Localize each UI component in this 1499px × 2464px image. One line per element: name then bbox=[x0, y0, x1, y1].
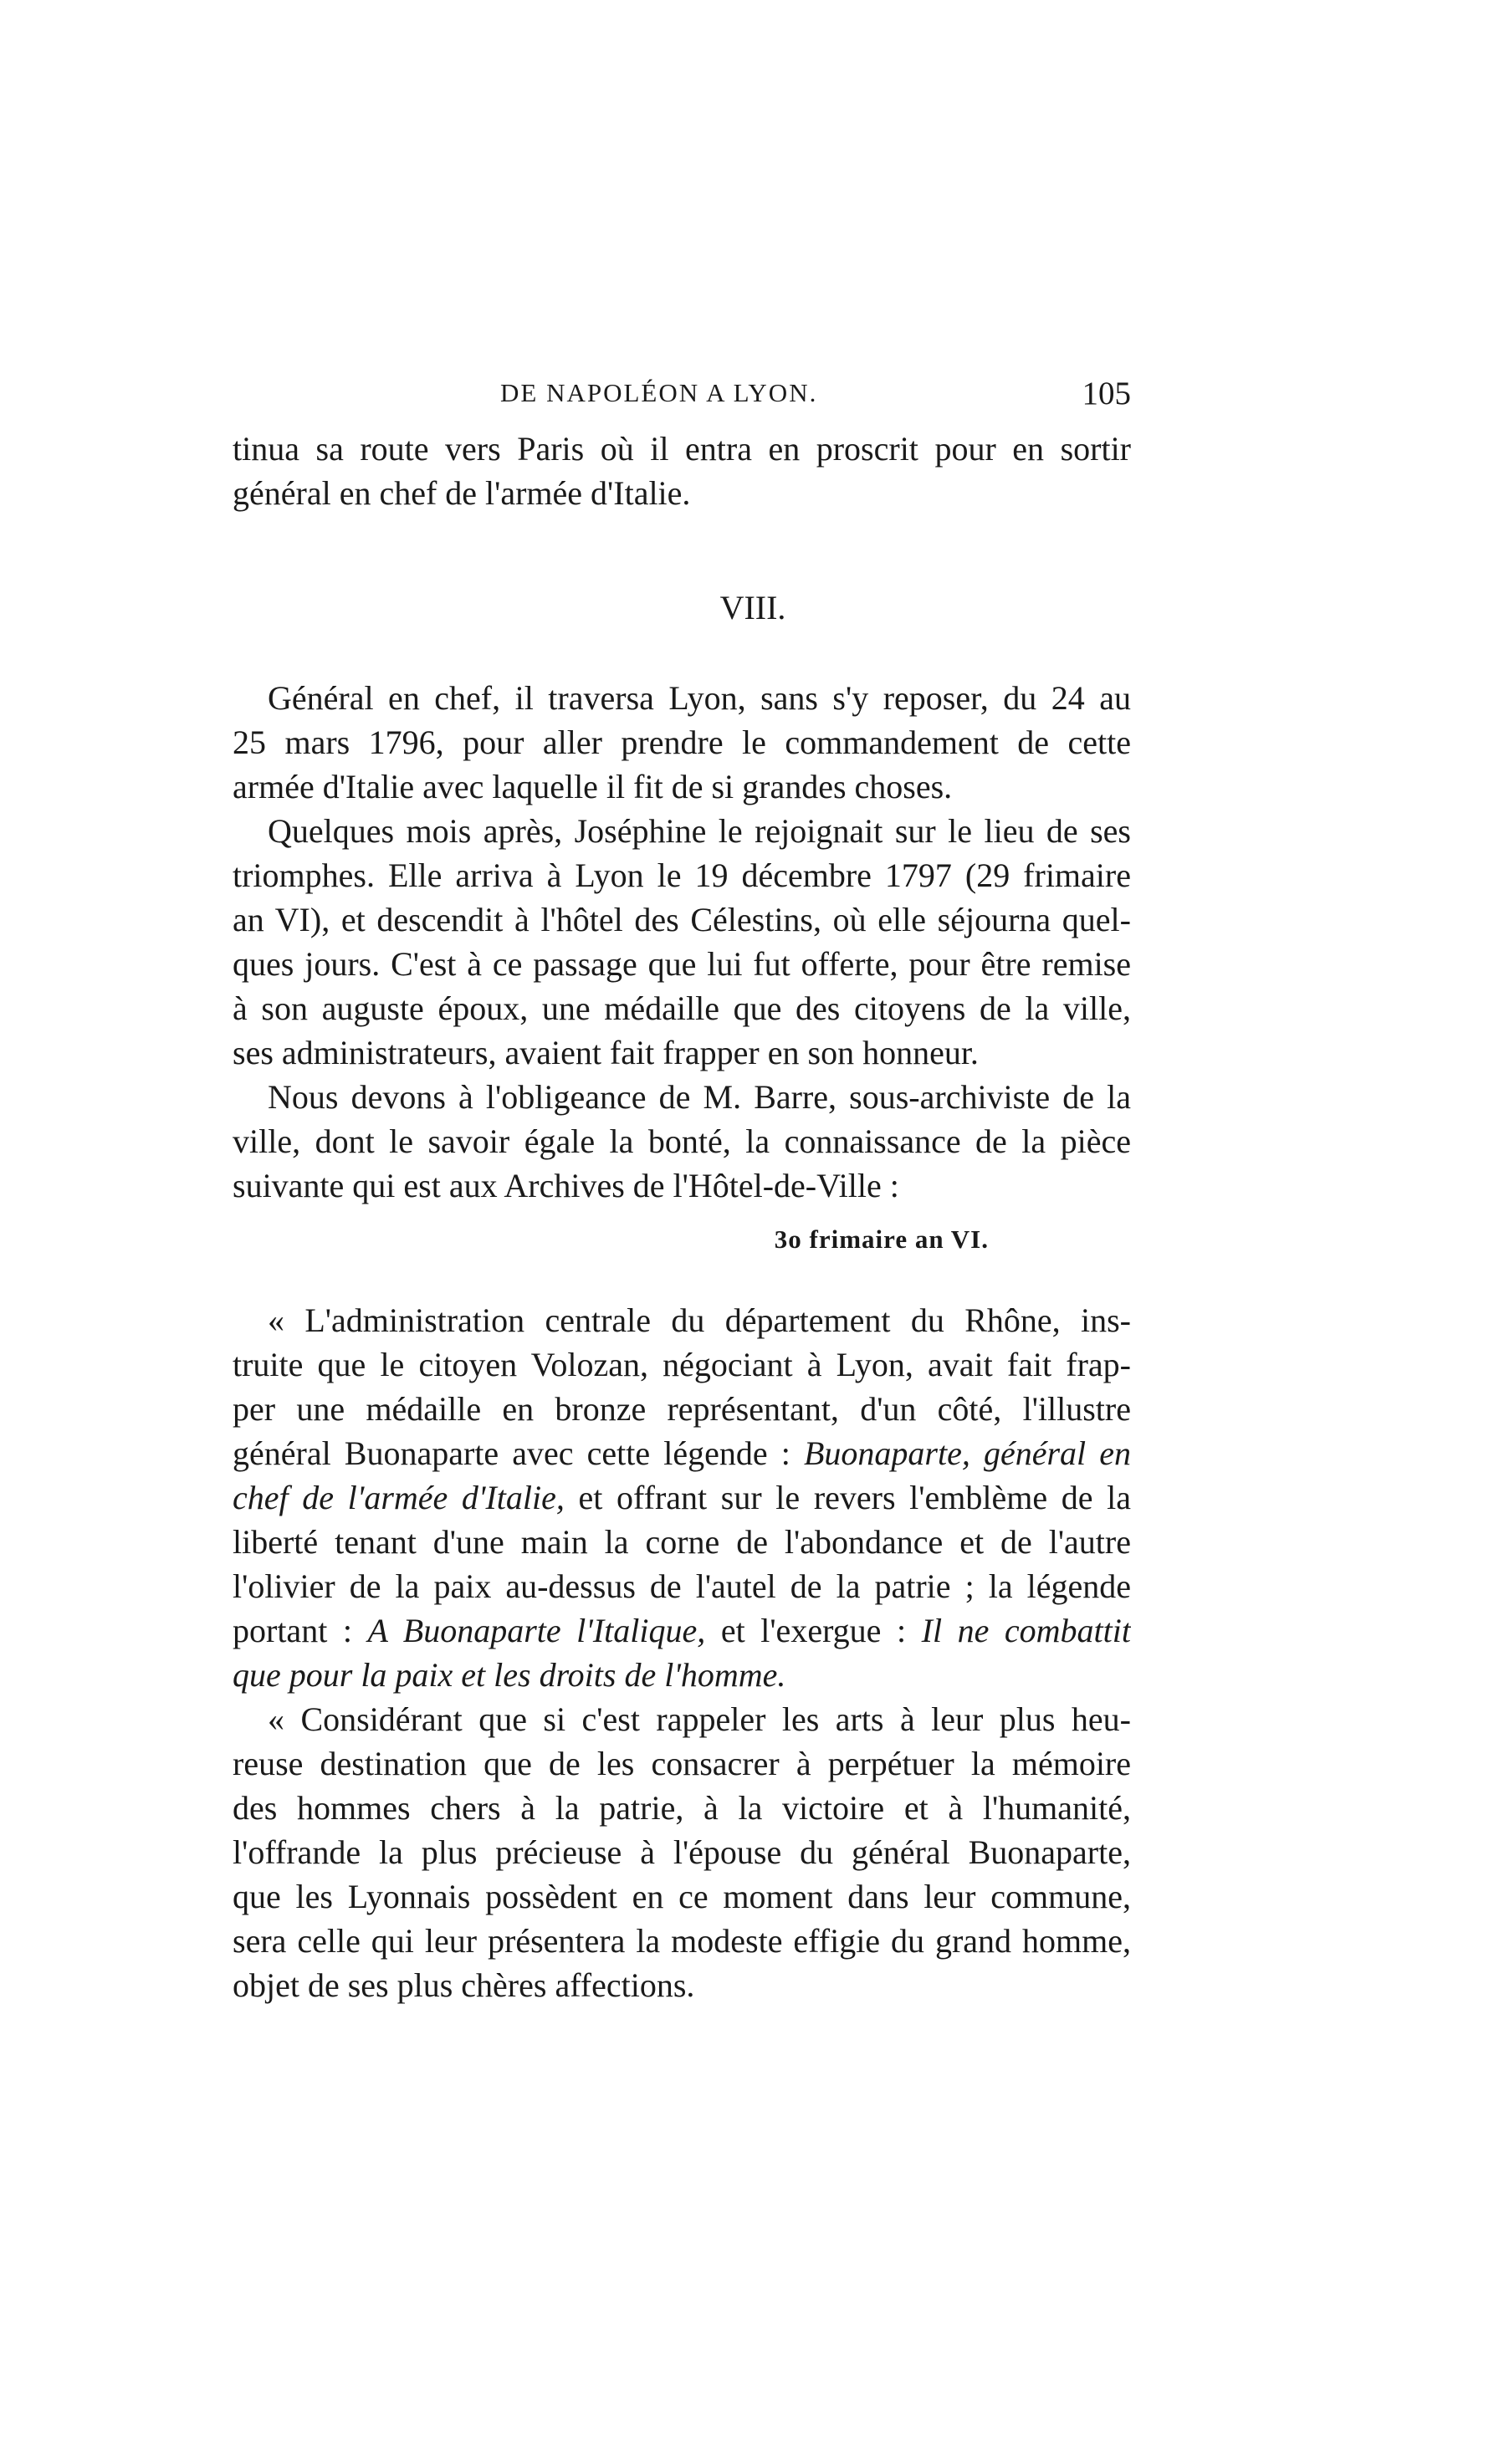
italic-run: chef de l'armée d'Italie, bbox=[233, 1479, 565, 1516]
text-line: « Considérant que si c'est rappeler les arts à leur plus heu- bbox=[268, 1700, 1131, 1738]
text-line: liberté tenant d'une main la corne de l'abondance et de l'autre bbox=[233, 1523, 1131, 1561]
text-line: l'olivier de la paix au-dessus de l'autel de la patrie ; la légende bbox=[233, 1567, 1131, 1605]
text-line: an VI), et descendit à l'hôtel des Célestins, où elle séjourna quel- bbox=[233, 901, 1131, 938]
text-line: Quelques mois après, Joséphine le rejoignait sur le lieu de ses bbox=[268, 812, 1131, 850]
text-line: per une médaille en bronze représentant, d'un côté, l'illustre bbox=[233, 1390, 1131, 1428]
quoted-document bbox=[233, 1298, 1131, 2007]
text-line: ses administrateurs, avaient fait frapper en son honneur. bbox=[233, 1034, 979, 1071]
text-line: sera celle qui leur présentera la modeste effigie du grand homme, bbox=[233, 1922, 1131, 1960]
text-line bbox=[233, 1608, 1131, 1653]
text-line: l'offrande la plus précieuse à l'épouse du général Buonaparte, bbox=[233, 1833, 1131, 1871]
text-line: ques jours. C'est à ce passage que lui fut offerte, pour être remise bbox=[233, 945, 1131, 983]
page-number: 105 bbox=[1082, 376, 1131, 412]
text-line: suivante qui est aux Archives de l'Hôtel-de-Ville : bbox=[233, 1167, 899, 1204]
italic-run: Buonaparte, général en bbox=[803, 1434, 1131, 1472]
text-line bbox=[233, 1475, 1131, 1520]
text-line: « L'administration centrale du département du Rhône, ins- bbox=[268, 1301, 1131, 1339]
top-paragraph bbox=[233, 427, 1131, 515]
text-run: et l'exergue : bbox=[705, 1612, 922, 1649]
text-line: triomphes. Elle arriva à Lyon le 19 décembre 1797 (29 frimaire bbox=[233, 856, 1131, 894]
text-line: 25 mars 1796, pour aller prendre le commandement de cette bbox=[233, 723, 1131, 761]
text-line bbox=[233, 1653, 1131, 1697]
text-line: Général en chef, il traversa Lyon, sans s'y reposer, du 24 au bbox=[268, 679, 1131, 717]
text-line: des hommes chers à la patrie, à la victoire et à l'humanité, bbox=[233, 1789, 1131, 1827]
text-line: tinua sa route vers Paris où il entra en proscrit pour en sortir bbox=[233, 430, 1131, 468]
text-line: général en chef de l'armée d'Italie. bbox=[233, 474, 691, 512]
text-line: que les Lyonnais possèdent en ce moment dans leur commune, bbox=[233, 1878, 1131, 1915]
text-run: général Buonaparte avec cette légende : bbox=[233, 1434, 804, 1472]
text-line bbox=[233, 1431, 1131, 1475]
section-number: VIII. bbox=[719, 589, 786, 626]
italic-run: A Buonaparte l'Italique, bbox=[367, 1612, 706, 1649]
text-run: portant : bbox=[233, 1612, 368, 1649]
italic-run: Il ne combattit bbox=[921, 1612, 1131, 1649]
body-text bbox=[233, 676, 1131, 1208]
italic-run: que pour la paix et les droits de l'homme. bbox=[233, 1656, 786, 1694]
text-line: objet de ses plus chères affections. bbox=[233, 1966, 695, 2004]
text-line: à son auguste époux, une médaille que des citoyens de la ville, bbox=[233, 989, 1131, 1027]
text-line: Nous devons à l'obligeance de M. Barre, sous-archiviste de la bbox=[268, 1078, 1131, 1116]
running-title: DE NAPOLÉON A LYON. bbox=[500, 378, 818, 407]
page-header bbox=[233, 375, 1131, 425]
text-line: armée d'Italie avec laquelle il fit de si grandes choses. bbox=[233, 768, 953, 805]
text-line: reuse destination que de les consacrer à perpétuer la mémoire bbox=[233, 1745, 1131, 1782]
text-line: ville, dont le savoir égale la bonté, la connaissance de la pièce bbox=[233, 1122, 1131, 1160]
document-date: 3o frimaire an VI. bbox=[774, 1224, 989, 1254]
text-line: truite que le citoyen Volozan, négociant à Lyon, avait fait frap- bbox=[233, 1346, 1131, 1383]
text-run: et offrant sur le revers l'emblème de la bbox=[564, 1479, 1131, 1516]
